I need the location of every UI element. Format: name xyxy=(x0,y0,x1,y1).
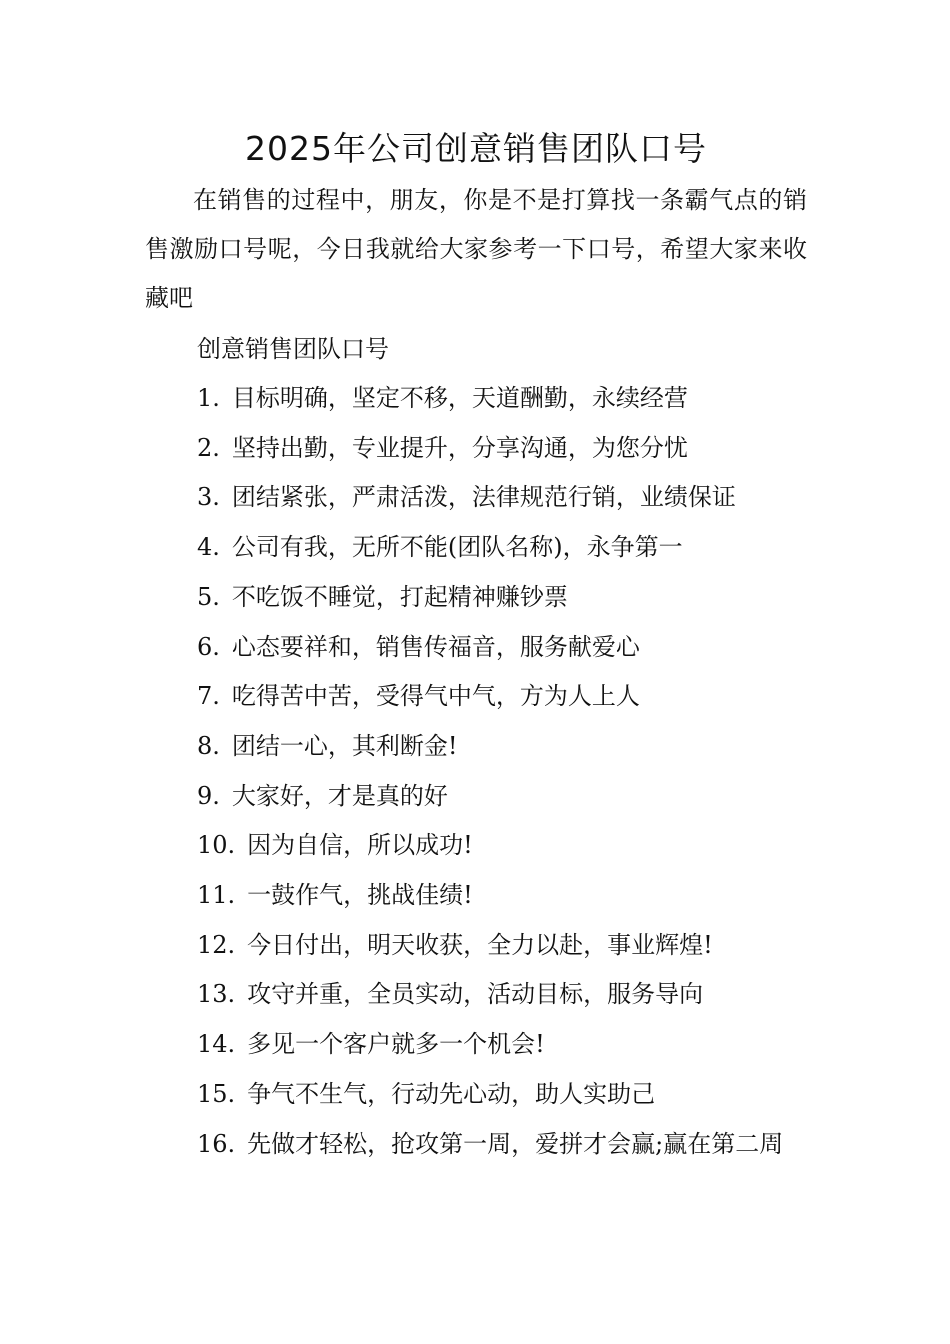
list-item xyxy=(145,1020,807,1070)
intro-paragraph: 在销售的过程中，朋友，你是不是打算找一条霸气点的销售激励口号呢，今日我就给大家参考一下口号，希望大家来收藏吧 xyxy=(145,186,807,312)
item-text: 多见一个客户就多一个机会! xyxy=(247,1030,545,1059)
item-text: 攻守并重，全员实动，活动目标，服务导向 xyxy=(247,980,704,1009)
item-text: 争气不生气，行动先心动，助人实助己 xyxy=(247,1079,656,1108)
list-item xyxy=(145,1070,807,1120)
item-text: 团结紧张，严肃活泼，法律规范行销，业绩保证 xyxy=(231,483,736,512)
item-number: 8. xyxy=(197,731,220,760)
item-text: 因为自信，所以成功! xyxy=(247,831,473,860)
list-item xyxy=(145,473,807,523)
item-text: 心态要祥和，销售传福音，服务献爱心 xyxy=(231,632,640,661)
item-number: 12. xyxy=(197,930,236,959)
item-number: 10. xyxy=(197,831,236,860)
list-item xyxy=(145,722,807,772)
item-number: 4. xyxy=(197,533,220,562)
list-item xyxy=(145,871,807,921)
item-number: 16. xyxy=(197,1129,236,1158)
list-item xyxy=(145,772,807,822)
item-text: 团结一心，其利断金! xyxy=(231,731,458,760)
list-item xyxy=(145,821,807,871)
item-text: 今日付出，明天收获，全力以赴，事业辉煌! xyxy=(247,930,713,959)
item-text: 一鼓作气，挑战佳绩! xyxy=(247,881,473,910)
list-item xyxy=(145,970,807,1020)
list-item xyxy=(145,921,807,971)
list-item xyxy=(145,424,807,474)
item-number: 7. xyxy=(197,682,220,711)
section-heading: 创意销售团队口号 xyxy=(197,335,389,363)
list-item xyxy=(145,623,807,673)
item-number: 5. xyxy=(197,582,220,611)
list-item xyxy=(145,1120,807,1170)
item-number: 3. xyxy=(197,483,220,512)
list-item xyxy=(145,374,807,424)
item-text: 公司有我，无所不能(团队名称)，永争第一 xyxy=(231,533,683,562)
item-number: 2. xyxy=(197,433,220,462)
item-text: 大家好，才是真的好 xyxy=(231,781,448,810)
page-title: 2025年公司创意销售团队口号 xyxy=(245,129,707,168)
item-text: 目标明确，坚定不移，天道酬勤，永续经营 xyxy=(231,384,688,412)
list-item xyxy=(145,672,807,722)
item-text: 先做才轻松，抢攻第一周，爱拼才会赢;赢在第二周 xyxy=(247,1129,784,1158)
item-number: 14. xyxy=(197,1030,236,1059)
item-number: 9. xyxy=(197,781,220,810)
item-number: 1. xyxy=(197,384,220,412)
item-number: 13. xyxy=(197,980,236,1009)
slogan-list xyxy=(145,374,807,1169)
list-item xyxy=(145,573,807,623)
item-text: 吃得苦中苦，受得气中气，方为人上人 xyxy=(231,682,640,711)
list-item xyxy=(145,523,807,573)
item-text: 不吃饭不睡觉，打起精神赚钞票 xyxy=(231,582,568,611)
item-number: 15. xyxy=(197,1079,236,1108)
item-text: 坚持出勤，专业提升，分享沟通，为您分忧 xyxy=(231,433,688,462)
item-number: 11. xyxy=(197,881,236,910)
item-number: 6. xyxy=(197,632,220,661)
